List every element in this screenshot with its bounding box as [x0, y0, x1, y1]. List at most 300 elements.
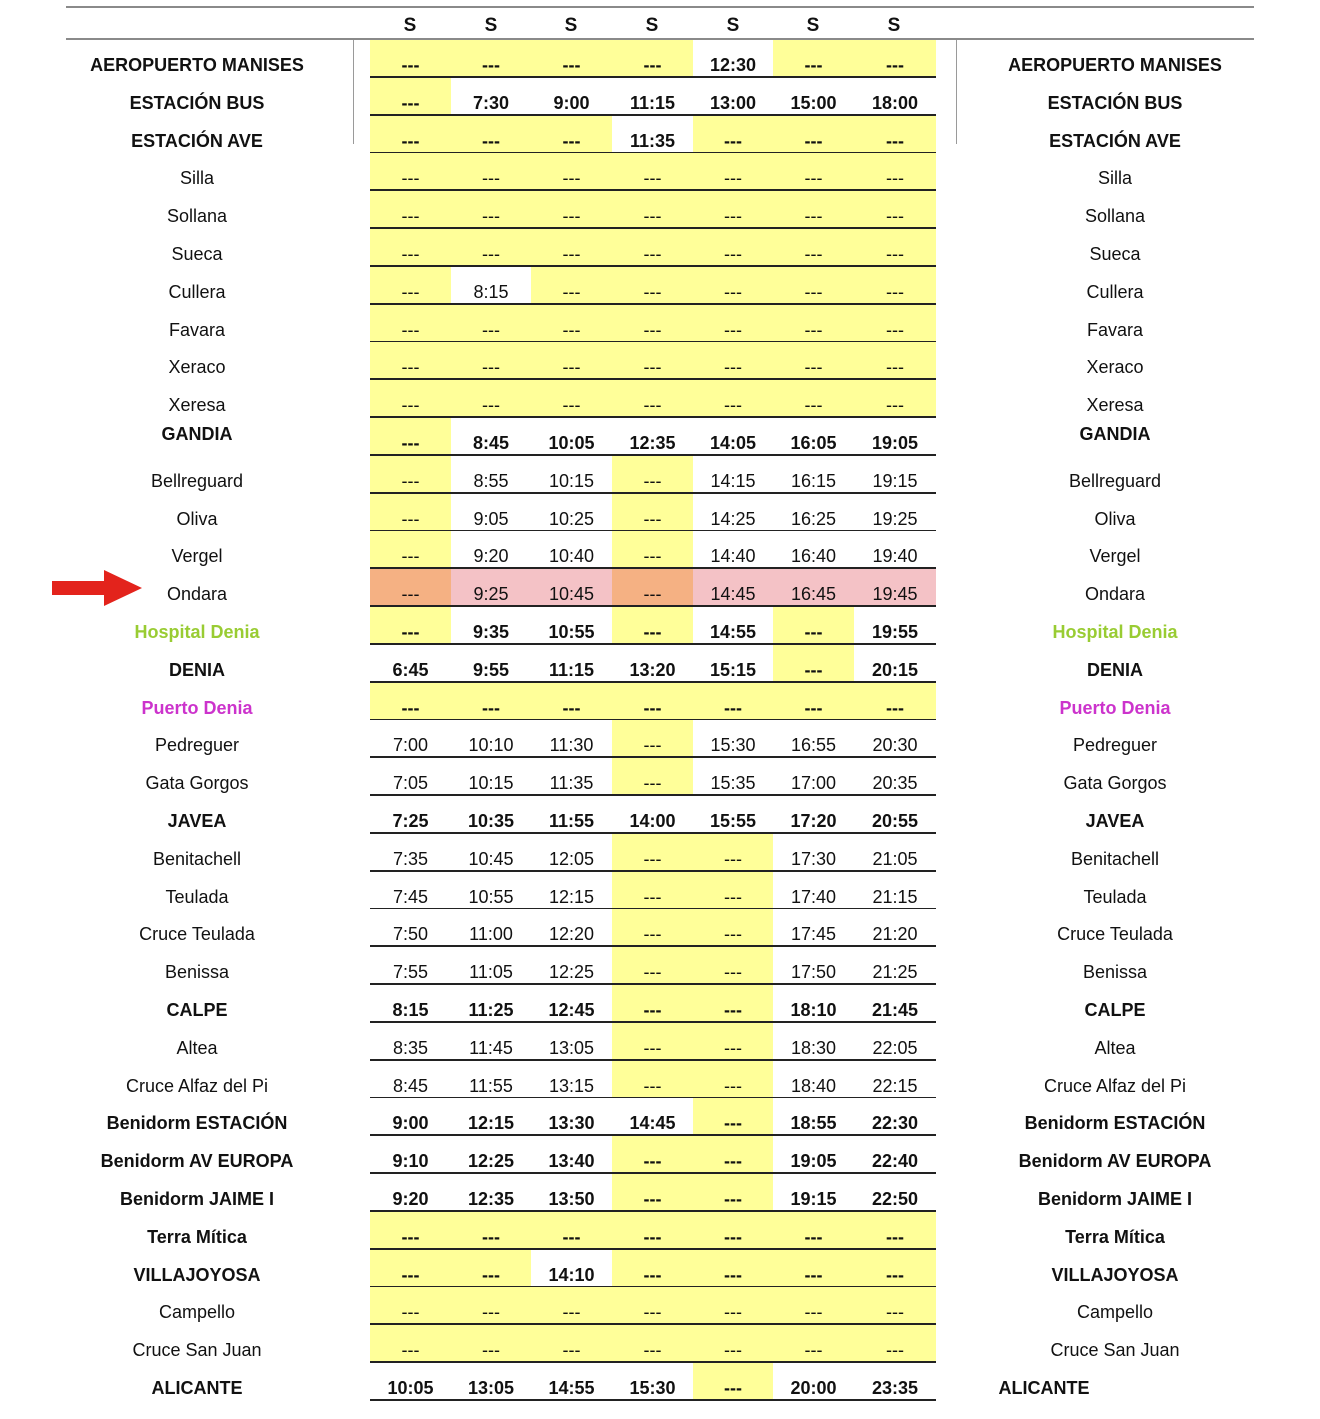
- time-cell: [693, 683, 773, 720]
- time-value: ---: [643, 1075, 662, 1096]
- time-value: 14:40: [710, 546, 756, 567]
- table-row: [0, 683, 1320, 721]
- time-cell: [773, 683, 854, 720]
- time-value: ---: [804, 659, 823, 680]
- time-value: ---: [401, 206, 420, 227]
- time-value: ---: [804, 244, 823, 264]
- time-value: 21:45: [871, 1000, 919, 1020]
- time-value: 21:15: [872, 886, 918, 907]
- table-row: [0, 1061, 1320, 1099]
- time-value: 19:05: [871, 433, 919, 453]
- time-cell: [773, 305, 854, 342]
- table-row: [0, 1325, 1320, 1363]
- time-value: ---: [724, 281, 742, 302]
- time-cell: [451, 758, 531, 795]
- time-value: ---: [643, 886, 662, 907]
- time-cell: [773, 1098, 854, 1135]
- stop-name-left: Bellreguard: [150, 470, 244, 491]
- time-value: 15:35: [710, 773, 756, 794]
- time-cell: [773, 191, 854, 228]
- time-value: ---: [886, 1340, 904, 1361]
- time-cell: [531, 40, 612, 77]
- time-value: 12:45: [548, 1000, 595, 1020]
- time-value: 17:45: [790, 924, 837, 945]
- time-cell: [773, 1250, 854, 1287]
- time-cell: [854, 1061, 936, 1098]
- time-cell: [612, 40, 693, 77]
- time-value: 7:25: [392, 811, 429, 831]
- time-cell: [531, 1136, 612, 1173]
- time-cell: [370, 40, 451, 77]
- time-value: 13:50: [548, 1189, 595, 1209]
- table-row: [0, 1023, 1320, 1061]
- time-value: 13:40: [548, 1151, 595, 1172]
- time-cell: [370, 305, 451, 342]
- stop-name-left: Oliva: [176, 508, 218, 529]
- time-value: 16:15: [790, 470, 837, 491]
- time-value: ---: [482, 319, 500, 340]
- time-cell: [854, 796, 936, 833]
- time-cell: [531, 229, 612, 266]
- stop-name-left: Benitachell: [152, 848, 242, 869]
- time-cell: [693, 796, 773, 833]
- time-cell: [773, 229, 854, 266]
- time-cell: [451, 834, 531, 871]
- time-value: 7:35: [392, 848, 429, 869]
- stop-name-right: GANDIA: [1079, 424, 1151, 444]
- time-cell: [612, 418, 693, 455]
- time-cell: [693, 607, 773, 644]
- time-cell: [693, 569, 773, 606]
- time-cell: [531, 758, 612, 795]
- time-value: 20:35: [872, 773, 918, 794]
- time-cell: [451, 1098, 531, 1135]
- time-cell: [451, 796, 531, 833]
- time-cell: [370, 1212, 451, 1249]
- stop-name-left: Pedreguer: [154, 735, 240, 756]
- time-value: ---: [401, 1264, 420, 1285]
- arrow-shape: [52, 570, 142, 606]
- time-cell: [854, 909, 936, 946]
- time-value: 21:25: [872, 962, 918, 983]
- time-value: ---: [724, 962, 742, 983]
- time-cell: [612, 1287, 693, 1324]
- time-cell: [451, 947, 531, 984]
- time-value: ---: [643, 697, 662, 718]
- stop-name-right: Cruce Alfaz del Pi: [1043, 1075, 1187, 1096]
- time-value: ---: [401, 1226, 420, 1247]
- stop-name-left: CALPE: [166, 1000, 228, 1020]
- time-cell: [451, 872, 531, 909]
- time-cell: [451, 494, 531, 531]
- time-value: ---: [804, 206, 823, 227]
- time-value: ---: [562, 130, 581, 151]
- time-value: 17:20: [790, 811, 837, 831]
- time-value: ---: [482, 1302, 500, 1323]
- stop-name-right: Oliva: [1094, 508, 1136, 529]
- time-cell: [612, 456, 693, 493]
- time-value: ---: [482, 206, 500, 227]
- stop-name-right: Sollana: [1084, 206, 1146, 227]
- time-cell: [370, 1287, 451, 1324]
- time-cell: [773, 1136, 854, 1173]
- table-row: [0, 758, 1320, 796]
- time-value: ---: [724, 1189, 742, 1209]
- time-value: ---: [804, 622, 823, 642]
- time-value: 15:30: [629, 1378, 676, 1398]
- time-value: 22:05: [872, 1037, 918, 1058]
- time-value: 11:15: [548, 659, 595, 680]
- time-value: 21:20: [872, 924, 918, 945]
- table-row: [0, 1287, 1320, 1325]
- time-value: 13:15: [548, 1075, 595, 1096]
- stop-name-right: Xeresa: [1086, 395, 1144, 416]
- stop-name-left: Teulada: [165, 886, 229, 907]
- time-value: 16:55: [790, 735, 837, 756]
- time-cell: [693, 909, 773, 946]
- time-value: ---: [724, 1226, 742, 1247]
- time-value: 16:05: [790, 433, 837, 453]
- time-value: 8:45: [472, 433, 510, 453]
- time-cell: [612, 796, 693, 833]
- table-row: [0, 418, 1320, 456]
- time-cell: [773, 1023, 854, 1060]
- time-value: 9:55: [472, 659, 510, 680]
- time-value: 19:40: [872, 546, 918, 567]
- time-cell: [693, 380, 773, 417]
- table-row: [0, 985, 1320, 1023]
- time-cell: [773, 645, 854, 682]
- time-value: 11:15: [629, 92, 676, 113]
- stop-name-left: Gata Gorgos: [145, 773, 249, 794]
- time-value: 9:10: [392, 1151, 429, 1172]
- time-cell: [531, 909, 612, 946]
- time-cell: [854, 985, 936, 1022]
- stop-name-left: Benidorm AV EUROPA: [100, 1151, 294, 1172]
- table-row: [0, 909, 1320, 947]
- time-value: ---: [482, 130, 500, 151]
- time-cell: [451, 1136, 531, 1173]
- time-cell: [854, 531, 936, 568]
- time-cell: [370, 418, 451, 455]
- time-value: ---: [562, 281, 581, 302]
- time-cell: [854, 78, 936, 115]
- time-cell: [612, 1061, 693, 1098]
- time-value: ---: [643, 395, 662, 416]
- time-value: ---: [482, 357, 500, 378]
- time-value: 18:55: [790, 1113, 837, 1134]
- time-cell: [854, 1287, 936, 1324]
- time-cell: [612, 1136, 693, 1173]
- time-value: 20:55: [871, 811, 919, 831]
- time-value: ---: [401, 92, 420, 113]
- time-value: 15:15: [709, 659, 757, 680]
- time-cell: [370, 947, 451, 984]
- time-value: 14:55: [548, 1378, 595, 1398]
- time-value: ---: [401, 546, 420, 567]
- time-cell: [612, 531, 693, 568]
- time-value: ---: [643, 470, 662, 491]
- time-value: 7:45: [392, 886, 429, 907]
- time-cell: [693, 1061, 773, 1098]
- time-value: 22:40: [871, 1151, 919, 1172]
- time-value: 14:25: [710, 508, 756, 529]
- time-cell: [773, 1287, 854, 1324]
- time-value: 10:45: [468, 848, 514, 869]
- time-value: ---: [643, 924, 662, 945]
- time-cell: [370, 834, 451, 871]
- time-cell: [370, 153, 451, 190]
- time-value: 13:30: [548, 1113, 595, 1134]
- time-cell: [531, 1287, 612, 1324]
- time-cell: [531, 1023, 612, 1060]
- time-cell: [854, 1212, 936, 1249]
- time-cell: [370, 267, 451, 304]
- time-value: ---: [886, 130, 904, 151]
- time-cell: [531, 720, 612, 757]
- stop-name-left: Benidorm JAIME I: [119, 1189, 275, 1209]
- time-value: ---: [886, 1302, 904, 1323]
- stop-name-right: Campello: [1076, 1302, 1154, 1323]
- time-value: 12:25: [467, 1151, 515, 1172]
- time-value: 9:25: [473, 584, 509, 605]
- column-header-4: S: [645, 15, 659, 36]
- time-value: ---: [643, 206, 662, 227]
- table-row: [0, 342, 1320, 380]
- column-header-5: S: [726, 15, 740, 36]
- time-cell: [854, 569, 936, 606]
- time-cell: [531, 531, 612, 568]
- time-value: 15:55: [709, 811, 757, 831]
- time-value: ---: [643, 962, 662, 983]
- time-cell: [612, 191, 693, 228]
- time-value: 22:30: [871, 1113, 919, 1134]
- time-cell: [773, 607, 854, 644]
- time-value: ---: [804, 697, 823, 718]
- stop-name-left: Sueca: [171, 244, 223, 264]
- time-value: 10:25: [548, 508, 595, 529]
- time-cell: [451, 569, 531, 606]
- time-cell: [451, 380, 531, 417]
- stop-name-right: Benidorm AV EUROPA: [1018, 1151, 1212, 1172]
- time-cell: [370, 116, 451, 153]
- time-cell: [451, 305, 531, 342]
- time-cell: [693, 947, 773, 984]
- time-value: ---: [401, 130, 420, 151]
- time-value: 10:15: [548, 470, 595, 491]
- time-cell: [693, 116, 773, 153]
- time-cell: [370, 380, 451, 417]
- table-row: [0, 229, 1320, 267]
- time-cell: [854, 834, 936, 871]
- time-value: 9:20: [392, 1189, 429, 1209]
- column-header-3: S: [564, 15, 578, 36]
- time-cell: [612, 569, 693, 606]
- time-cell: [773, 456, 854, 493]
- time-cell: [612, 947, 693, 984]
- time-value: 12:05: [548, 848, 595, 869]
- stop-name-right: Ondara: [1084, 584, 1146, 605]
- time-value: 14:05: [709, 433, 757, 453]
- time-cell: [854, 1023, 936, 1060]
- time-cell: [531, 116, 612, 153]
- stop-name-left: VILLAJOYOSA: [133, 1264, 261, 1285]
- time-value: 7:00: [392, 735, 429, 756]
- time-cell: [773, 1325, 854, 1362]
- time-cell: [693, 1174, 773, 1211]
- stop-name-right: Favara: [1086, 319, 1144, 340]
- time-cell: [370, 645, 451, 682]
- time-value: ---: [724, 244, 742, 264]
- stop-name-right: Terra Mítica: [1065, 1226, 1165, 1247]
- time-cell: [693, 40, 773, 77]
- time-cell: [531, 1174, 612, 1211]
- time-cell: [854, 1325, 936, 1362]
- stop-name-left: ALICANTE: [151, 1378, 243, 1398]
- time-value: 7:05: [392, 773, 429, 794]
- time-value: 17:50: [790, 962, 837, 983]
- time-cell: [854, 456, 936, 493]
- time-cell: [854, 683, 936, 720]
- time-value: ---: [401, 697, 420, 718]
- time-value: ---: [401, 168, 420, 189]
- stop-name-left: Hospital Denia: [134, 622, 260, 642]
- stop-name-right: Altea: [1094, 1037, 1136, 1058]
- time-cell: [773, 569, 854, 606]
- time-value: 16:45: [790, 584, 837, 605]
- column-header-1: S: [403, 15, 417, 36]
- time-cell: [693, 758, 773, 795]
- time-value: 10:05: [548, 433, 595, 453]
- time-value: 10:55: [548, 622, 595, 642]
- time-value: ---: [886, 206, 904, 227]
- stop-name-right: Benitachell: [1070, 848, 1160, 869]
- time-cell: [773, 758, 854, 795]
- time-value: ---: [724, 1000, 742, 1020]
- time-cell: [370, 1250, 451, 1287]
- time-value: ---: [724, 130, 742, 151]
- time-cell: [693, 342, 773, 379]
- time-cell: [370, 1325, 451, 1362]
- time-cell: [612, 305, 693, 342]
- time-value: ---: [401, 433, 420, 453]
- time-value: 11:55: [469, 1075, 513, 1096]
- time-cell: [612, 758, 693, 795]
- time-value: ---: [804, 168, 823, 189]
- time-value: 19:15: [872, 470, 918, 491]
- time-value: 19:45: [872, 584, 918, 605]
- table-row: [0, 1212, 1320, 1250]
- time-cell: [854, 494, 936, 531]
- table-row: [0, 796, 1320, 834]
- time-cell: [451, 342, 531, 379]
- time-cell: [693, 985, 773, 1022]
- time-cell: [854, 116, 936, 153]
- time-value: ---: [886, 1264, 904, 1285]
- time-value: ---: [482, 55, 500, 75]
- time-value: ---: [401, 584, 420, 605]
- time-cell: [854, 1174, 936, 1211]
- stop-name-left: Vergel: [171, 546, 223, 567]
- table-row: [0, 494, 1320, 532]
- time-value: ---: [643, 244, 662, 264]
- time-value: ---: [482, 697, 500, 718]
- time-cell: [370, 1363, 451, 1400]
- time-value: ---: [643, 1302, 662, 1323]
- table-row: [0, 40, 1320, 78]
- time-value: 10:55: [468, 886, 514, 907]
- time-cell: [531, 380, 612, 417]
- time-cell: [773, 1363, 854, 1400]
- stop-name-left: ESTACIÓN AVE: [131, 130, 263, 151]
- time-value: 10:05: [387, 1378, 434, 1398]
- time-value: 11:25: [468, 1000, 514, 1020]
- time-cell: [370, 683, 451, 720]
- time-cell: [693, 1098, 773, 1135]
- stop-name-right: ALICANTE: [998, 1378, 1090, 1398]
- stop-name-right: CALPE: [1084, 1000, 1146, 1020]
- time-value: 8:15: [473, 281, 509, 302]
- time-cell: [612, 834, 693, 871]
- time-cell: [370, 229, 451, 266]
- time-value: 18:30: [790, 1037, 837, 1058]
- time-cell: [693, 531, 773, 568]
- time-value: ---: [643, 1189, 662, 1209]
- stop-name-left: Sollana: [166, 206, 228, 227]
- time-cell: [612, 909, 693, 946]
- time-value: 10:45: [548, 584, 595, 605]
- time-value: ---: [643, 281, 662, 302]
- time-value: ---: [562, 395, 581, 416]
- time-cell: [451, 1212, 531, 1249]
- time-value: 11:55: [548, 811, 595, 831]
- time-cell: [451, 267, 531, 304]
- time-value: ---: [886, 244, 904, 264]
- time-cell: [451, 683, 531, 720]
- stop-name-left: Cullera: [168, 281, 226, 302]
- time-cell: [773, 872, 854, 909]
- time-value: 14:45: [629, 1113, 676, 1134]
- time-value: ---: [643, 848, 662, 869]
- time-cell: [451, 116, 531, 153]
- time-value: 19:15: [790, 1189, 837, 1209]
- time-cell: [451, 1023, 531, 1060]
- time-cell: [612, 380, 693, 417]
- stop-name-left: Benidorm ESTACIÓN: [106, 1113, 288, 1134]
- time-value: 16:25: [790, 508, 837, 529]
- stop-name-right: Benidorm ESTACIÓN: [1024, 1113, 1206, 1134]
- time-value: ---: [562, 206, 581, 227]
- stop-name-right: Cullera: [1086, 281, 1144, 302]
- time-value: 10:35: [467, 811, 515, 831]
- time-cell: [854, 418, 936, 455]
- time-cell: [531, 985, 612, 1022]
- time-cell: [693, 191, 773, 228]
- time-cell: [370, 531, 451, 568]
- time-cell: [612, 153, 693, 190]
- time-cell: [451, 229, 531, 266]
- stop-name-right: JAVEA: [1085, 811, 1145, 831]
- table-row: [0, 1250, 1320, 1288]
- time-value: ---: [724, 1075, 742, 1096]
- stop-name-right: Pedreguer: [1072, 735, 1158, 756]
- time-cell: [612, 494, 693, 531]
- time-cell: [370, 720, 451, 757]
- time-value: ---: [724, 1302, 742, 1323]
- time-cell: [531, 494, 612, 531]
- time-value: ---: [643, 357, 662, 378]
- time-cell: [531, 834, 612, 871]
